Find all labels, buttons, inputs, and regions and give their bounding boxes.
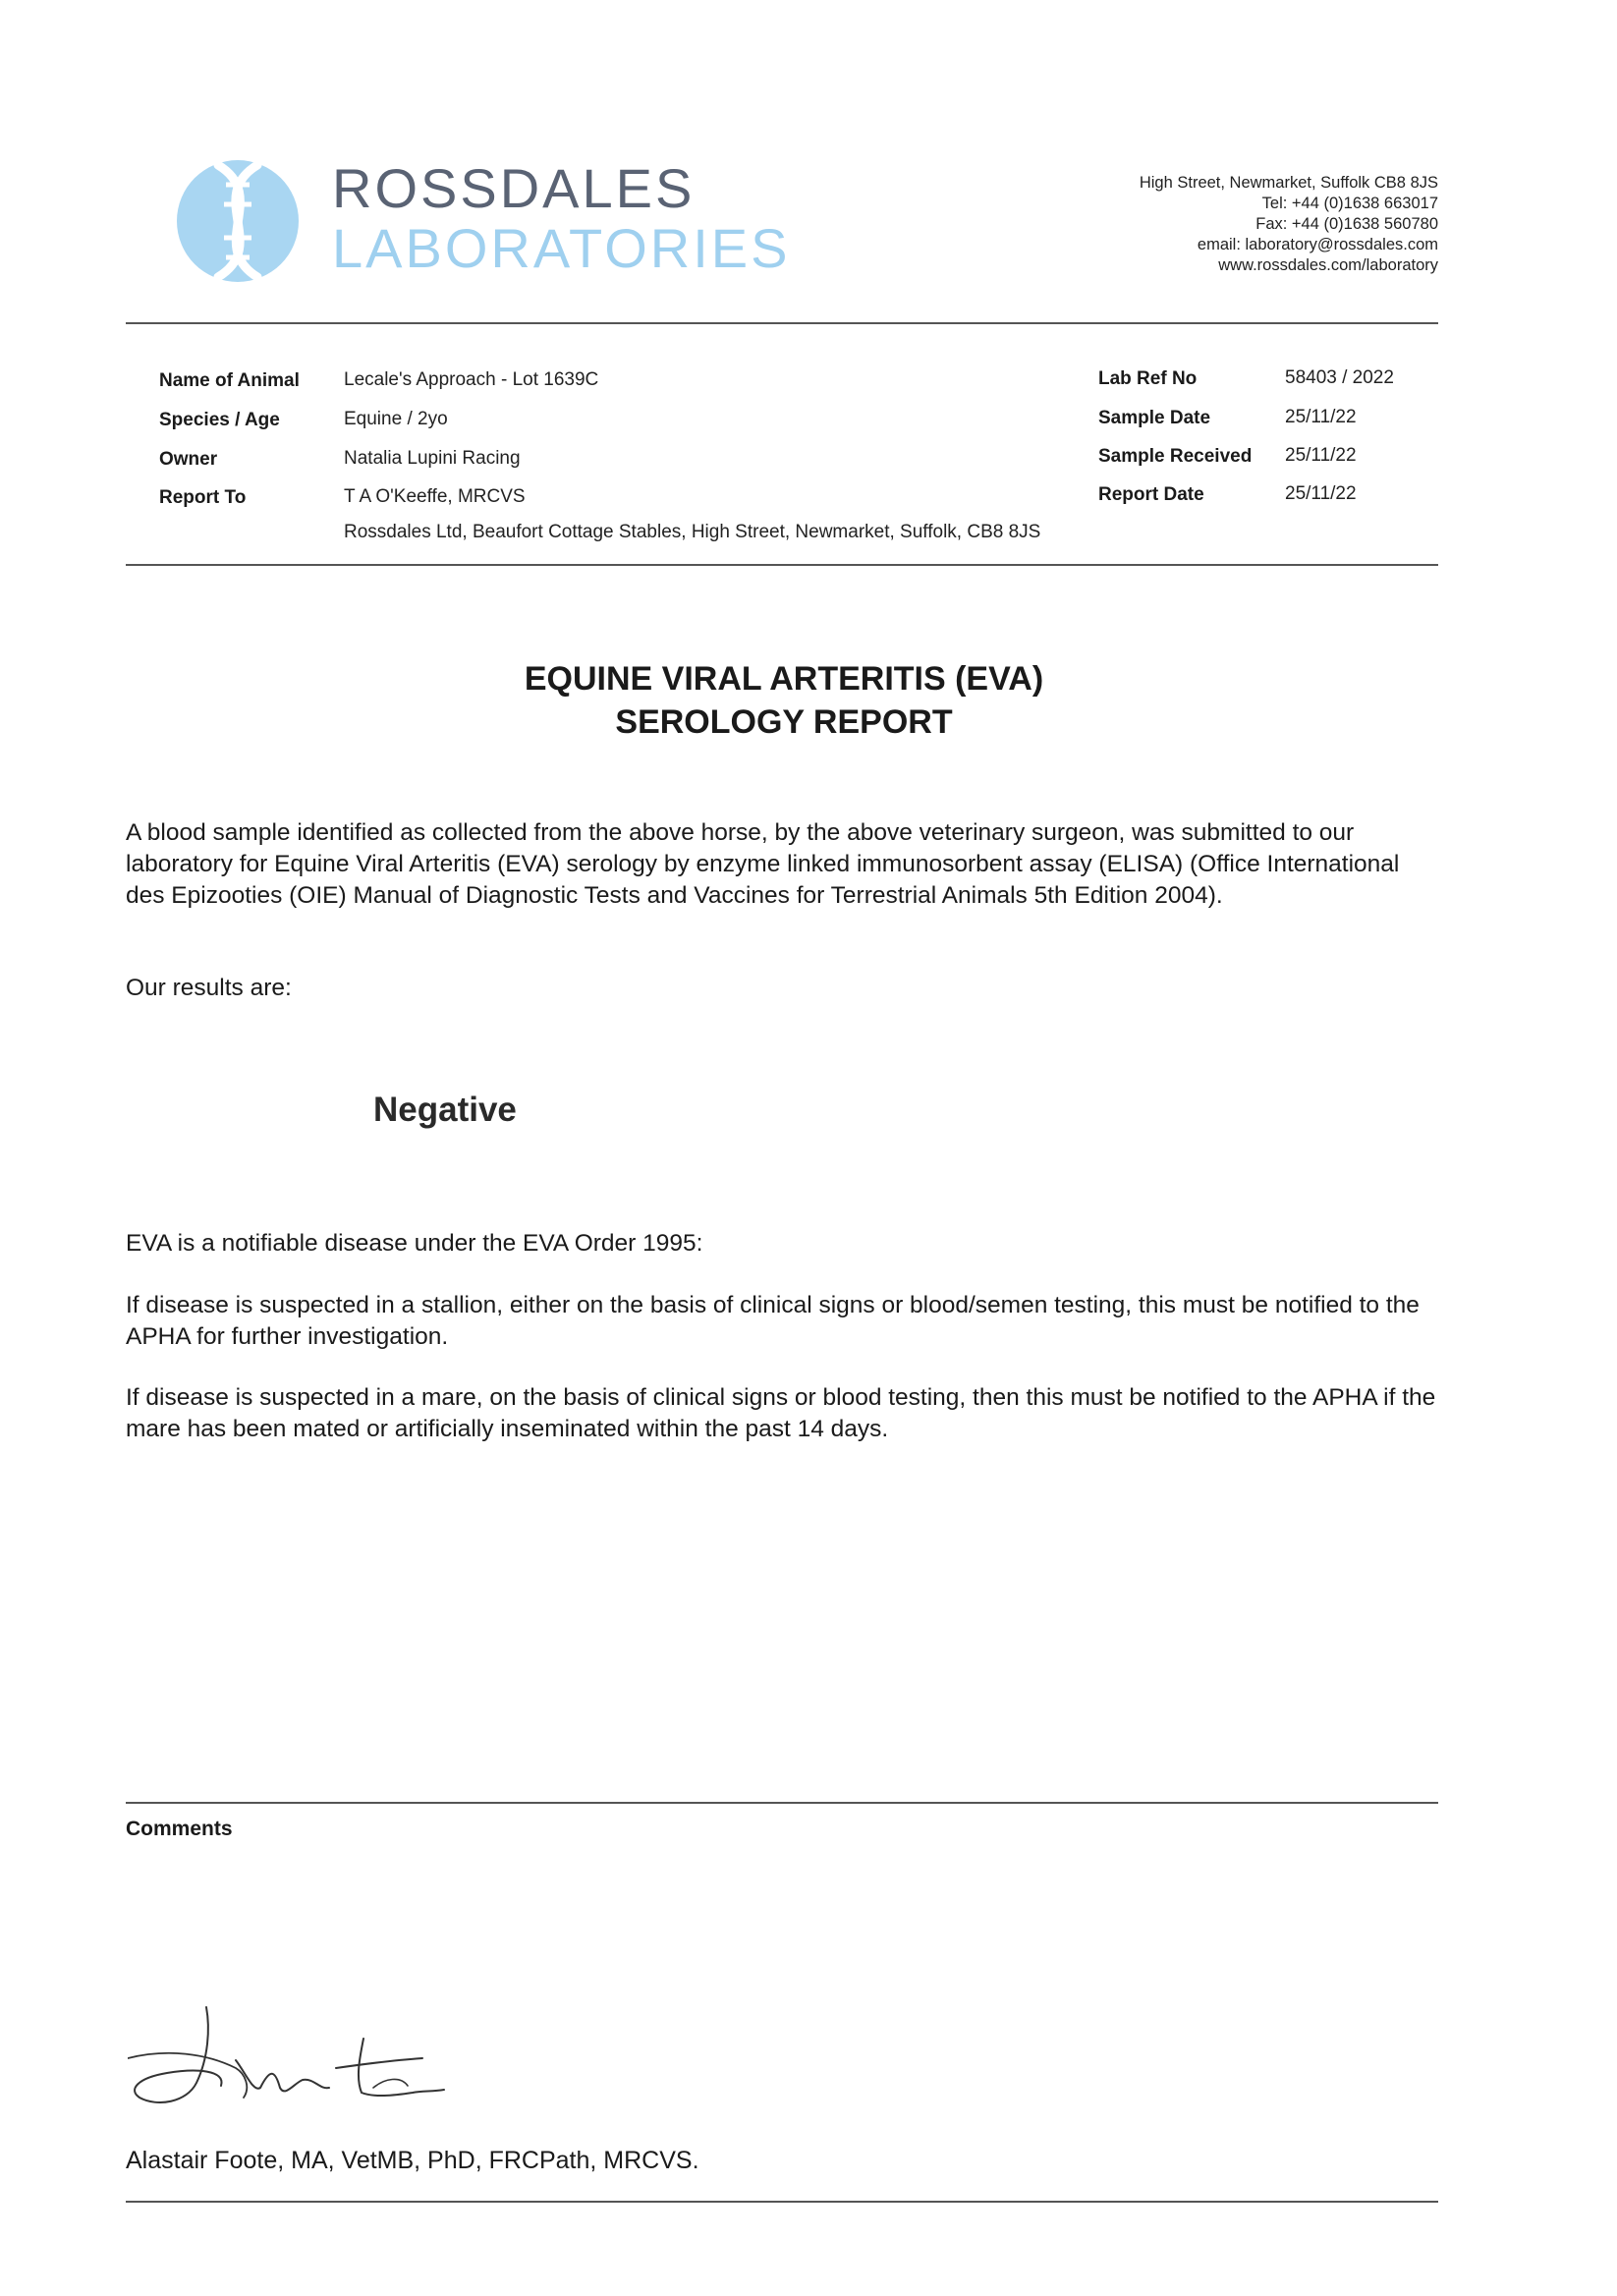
- header-divider: [126, 322, 1438, 324]
- intro-paragraph: A blood sample identified as collected from the above horse, by the above veterinary surgeon, was submitted to our laboratory for Equine Viral Arteritis (EVA) serology by enzyme linked immunosorbent assay (ELISA) (Office International des Epizooties (OIE) Manual of Diagnostic Tests and Vaccines for Terrestrial Animals 5th Edition 2004).: [126, 819, 1400, 909]
- results-lead: Our results are:: [126, 975, 292, 1001]
- brand-subtitle: LABORATORIES: [332, 217, 791, 279]
- handwritten-signature: [128, 1999, 472, 2117]
- footer-divider: [126, 2201, 1438, 2203]
- comments-divider: [126, 1802, 1438, 1804]
- lab-ref-label: Lab Ref No: [1098, 368, 1198, 389]
- address-line: High Street, Newmarket, Suffolk CB8 8JS: [1139, 174, 1438, 192]
- email-line: email: laboratory@rossdales.com: [1197, 236, 1438, 253]
- phone-line: Tel: +44 (0)1638 663017: [1261, 195, 1438, 212]
- mare-note: If disease is suspected in a mare, on the basis of clinical signs or blood testing, then this must be notified to the APHA if the mare has been mated or artificially inseminated within the past 14 days.: [126, 1384, 1436, 1442]
- sample-received-label: Sample Received: [1098, 446, 1253, 467]
- website-line: www.rossdales.com/laboratory: [1218, 256, 1438, 274]
- stallion-note: If disease is suspected in a stallion, either on the basis of clinical signs or blood/semen testing, this must be notified to the APHA for further investigation.: [126, 1292, 1420, 1350]
- lab-address-block: [1026, 173, 1438, 276]
- owner-value: Natalia Lupini Racing: [344, 448, 521, 469]
- report-to-label: Report To: [159, 487, 247, 508]
- species-age-value: Equine / 2yo: [344, 409, 448, 429]
- report-date-label: Report Date: [1098, 484, 1204, 505]
- signatory-name: Alastair Foote, MA, VetMB, PhD, FRCPath, MRCVS.: [126, 2147, 699, 2174]
- report-date-value: 25/11/22: [1285, 483, 1357, 504]
- report-subtitle: SEROLOGY REPORT: [615, 703, 953, 741]
- brand-name: ROSSDALES: [332, 157, 696, 219]
- owner-label: Owner: [159, 449, 218, 470]
- notifiable-statement: EVA is a notifiable disease under the EVA Order 1995:: [126, 1230, 703, 1257]
- species-age-label: Species / Age: [159, 410, 280, 430]
- sample-date-value: 25/11/22: [1285, 407, 1357, 427]
- result-value: Negative: [373, 1091, 517, 1129]
- fax-line: Fax: +44 (0)1638 560780: [1255, 215, 1438, 233]
- animal-name-value: Lecale's Approach - Lot 1639C: [344, 369, 599, 390]
- report-to-value: T A O'Keeffe, MRCVS: [344, 486, 526, 507]
- dna-helix-logo-icon: [177, 157, 300, 285]
- animal-name-label: Name of Animal: [159, 370, 300, 391]
- sample-received-value: 25/11/22: [1285, 445, 1357, 466]
- comments-label: Comments: [126, 1818, 233, 1840]
- info-divider: [126, 564, 1438, 566]
- lab-ref-value: 58403 / 2022: [1285, 367, 1394, 388]
- report-to-address: Rossdales Ltd, Beaufort Cottage Stables, High Street, Newmarket, Suffolk, CB8 8JS: [344, 522, 1041, 542]
- report-title: EQUINE VIRAL ARTERITIS (EVA): [524, 660, 1044, 698]
- sample-date-label: Sample Date: [1098, 408, 1211, 428]
